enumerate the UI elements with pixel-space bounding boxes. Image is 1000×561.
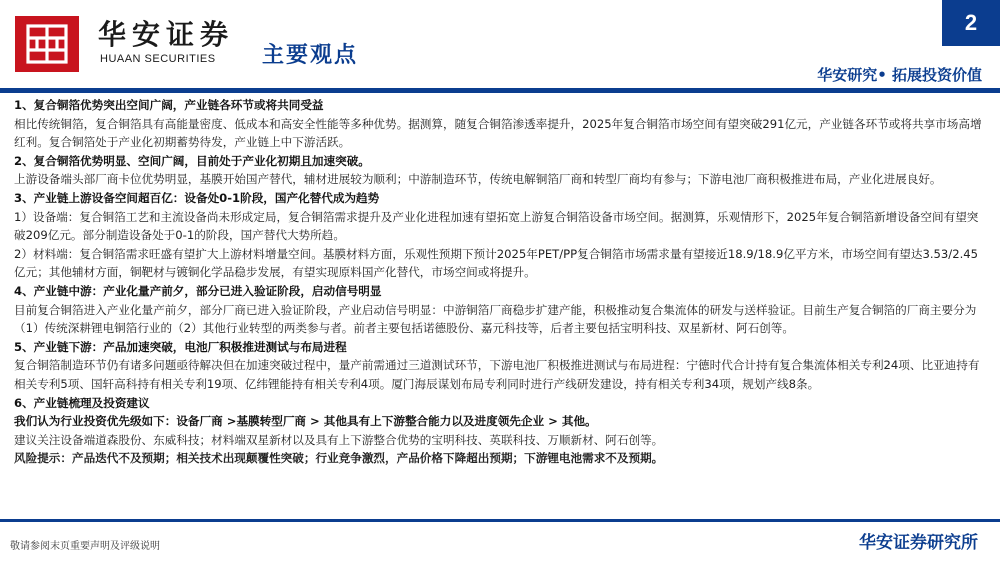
investment-priority: 我们认为行业投资优先级如下：设备厂商 >基膜转型厂商 > 其他具有上下游整合能力以及进度领先企业 > 其他。 (14, 414, 597, 429)
section-1-body: 相比传统铜箔，复合铜箔具有高能量密度、低成本和高安全性能等多种优势。据测算，随复合铜箔渗透率提升，2025年复合铜箔市场空间有望突破291亿元，产业链各环节或将共享市场高增红利。复合铜箔处于产业化初期蓄势待发，产业链上中下游活跃。 (14, 116, 982, 150)
company-logo (98, 18, 248, 66)
section-3-body-materials: 2）材料端：复合铜箔需求旺盛有望扩大上游材料增量空间。基膜材料方面，乐观性预期下预计2025年PET/PP复合铜箔市场需求量有望接近18.9/18.9亿平方米，市场空间有望达3.53/2.45亿元；其他辅材方面，铜靶材与镀铜化学品稳步发展，有望实现原料国产化替代，市场空间或将提升。 (14, 246, 979, 280)
section-5-body: 复合铜箔制造环节仍有诸多问题亟待解决但在加速突破过程中，量产前需通过三道测试环节，下游电池厂积极推进测试与布局进程：宁德时代合计持有复合集流体相关专利24项、比亚迪持有相关专利5项、国轩高科持有相关专利19项、亿纬锂能持有相关专利4项。厦门海辰谋划布局专利同时进行产线研发建设，持有相关专利34项，规划产线8条。 (14, 358, 980, 391)
main-content (14, 96, 986, 468)
header-slogan: 华安研究• 拓展投资价值 (817, 66, 982, 84)
section-2-heading: 2、复合铜箔优势明显、空间广阔，目前处于产业化初期且加速突破。 (14, 153, 370, 168)
logo-chinese-name: 华安证券 (98, 18, 235, 51)
footer-disclaimer: 敬请参阅末页重要声明及评级说明 (10, 541, 160, 552)
section-4-heading: 4、产业链中游：产业化量产前夕，部分已进入验证阶段，启动信号明显 (14, 283, 382, 298)
section-1-heading: 1、复合铜箔优势突出空间广阔，产业链各环节或将共同受益 (14, 98, 324, 112)
section-4-body: 目前复合铜箔进入产业化量产前夕，部分厂商已进入验证阶段，产业启动信号明显：中游铜箔厂商稳步扩建产能，积极推动复合集流体的研发与送样验证。目前生产复合铜箔的厂商主要分为（1）传统深耕锂电铜箔行业的（2）其他行业转型的两类参与者。前者主要包括诺德股份、嘉元科技等，后者主要包括宝明科技、双星新材、阿石创等。 (14, 302, 977, 336)
page-number: 2 (942, 0, 1000, 46)
section-2-body: 上游设备端头部厂商卡位优势明显，基膜开始国产替代，辅材进展较为顺利；中游制造环节，传统电解铜箔厂商和转型厂商均有参与；下游电池厂商积极推进布局，产业化进展良好。 (14, 172, 942, 187)
footer-brand: 华安证券研究所 (859, 533, 978, 553)
section-3-heading: 3、产业链上游设备空间超百亿：设备处0-1阶段，国产化替代成为趋势 (14, 190, 380, 205)
logo-emblem (15, 16, 79, 72)
header-divider (0, 88, 1000, 93)
logo-english-name: HUAAN SECURITIES (100, 53, 216, 65)
risk-warning: 风险提示：产品迭代不及预期；相关技术出现颠覆性突破；行业竞争激烈，产品价格下降超出预期；下游锂电池需求不及预期。 (14, 451, 664, 466)
section-6-body: 建议关注设备端道森股份、东威科技；材料端双星新材以及具有上下游整合优势的宝明科技、英联科技、万顺新材、阿石创等。 (14, 432, 664, 447)
huaan-emblem-icon (24, 22, 70, 66)
section-6-heading: 6、产业链梳理及投资建议 (14, 395, 150, 410)
footer-divider (0, 519, 1000, 522)
section-5-heading: 5、产业链下游：产品加速突破，电池厂积极推进测试与布局进程 (14, 339, 347, 354)
section-3-body-equipment: 1）设备端：复合铜箔工艺和主流设备尚未形成定局，复合铜箔需求提升及产业化进程加速有望拓宽上游复合铜箔设备市场空间。据测算，乐观情形下，2025年复合铜箔新增设备空间有望突破209亿元。部分制造设备处于0-1的阶段，国产替代大势所趋。 (14, 209, 979, 243)
page-title: 主要观点 (262, 43, 359, 68)
